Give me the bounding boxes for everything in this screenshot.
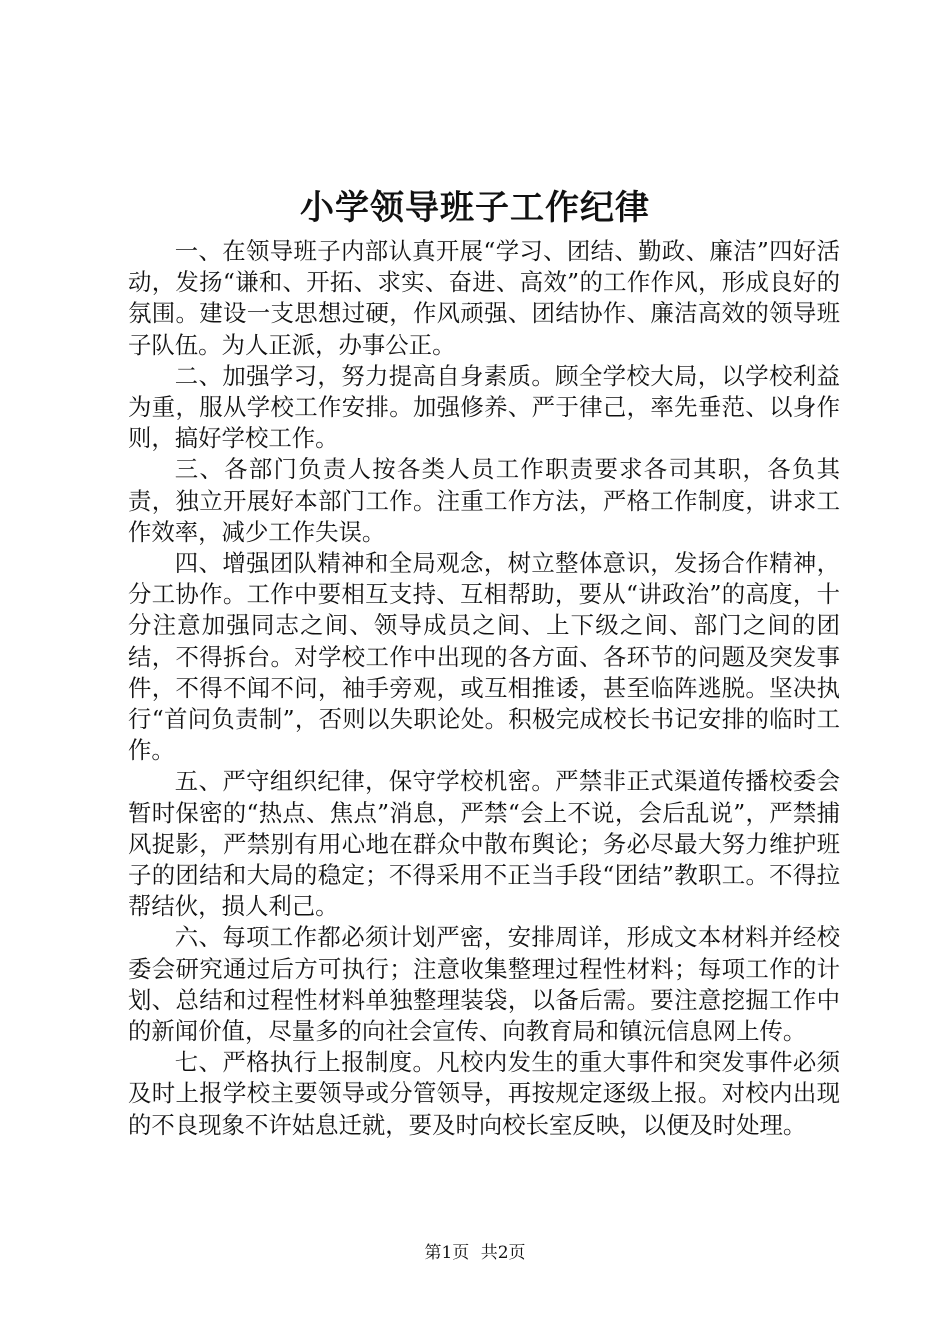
document-body [128, 236, 840, 1141]
paragraph-3: 三、各部门负责人按各类人员工作职责要求各司其职，各负其责，独立开展好本部门工作。注重工作方法，严格工作制度，讲求工作效率，减少工作失误。 [128, 455, 840, 546]
paragraph-7: 七、严格执行上报制度。凡校内发生的重大事件和突发事件必须及时上报学校主要领导或分管领导，再按规定逐级上报。对校内出现的不良现象不许姑息迁就，要及时向校长室反映，以便及时处理。 [128, 1048, 840, 1139]
paragraph-1: 一、在领导班子内部认真开展“学习、团结、勤政、廉洁”四好活动，发扬“谦和、开拓、求实、奋进、高效”的工作作风，形成良好的氛围。建设一支思想过硬，作风顽强、团结协作、廉洁高效的领导班子队伍。为人正派，办事公正。 [128, 237, 840, 359]
paragraph-2: 二、加强学习，努力提高自身素质。顾全学校大局，以学校利益为重，服从学校工作安排。加强修养、严于律己，率先垂范、以身作则，搞好学校工作。 [128, 361, 840, 453]
page-current: 第1页 [424, 1243, 470, 1263]
page-footer [0, 1241, 950, 1265]
page-total: 共2页 [480, 1243, 526, 1263]
paragraph-6: 六、每项工作都必须计划严密，安排周详，形成文本材料并经校委会研究通过后方可执行；注意收集整理过程性材料；每项工作的计划、总结和过程性材料单独整理装袋，以备后需。要注意挖掘工作中的新闻价值，尽量多的向社会宣传、向教育局和镇沅信息网上传。 [128, 923, 840, 1046]
document-title: 小学领导班子工作纪律 [300, 188, 650, 228]
paragraph-5: 五、严守组织纪律，保守学校机密。严禁非正式渠道传播校委会暂时保密的“热点、焦点”消息，严禁“会上不说，会后乱说”，严禁捕风捉影，严禁别有用心地在群众中散布舆论；务必尽最大努力维护班子的团结和大局的稳定；不得采用不正当手段“团结”教职工。不得拉帮结伙，损人利己。 [128, 767, 840, 921]
paragraph-4: 四、增强团队精神和全局观念，树立整体意识，发扬合作精神，分工协作。工作中要相互支持、互相帮助，要从“讲政治”的高度，十分注意加强同志之间、领导成员之间、上下级之间、部门之间的团结，不得拆台。对学校工作中出现的各方面、各环节的问题及突发事件，不得不闻不问，袖手旁观，或互相推诿，甚至临阵逃脱。坚决执行“首问负责制”，否则以失职论处。积极完成校长书记安排的临时工作。 [128, 549, 840, 765]
